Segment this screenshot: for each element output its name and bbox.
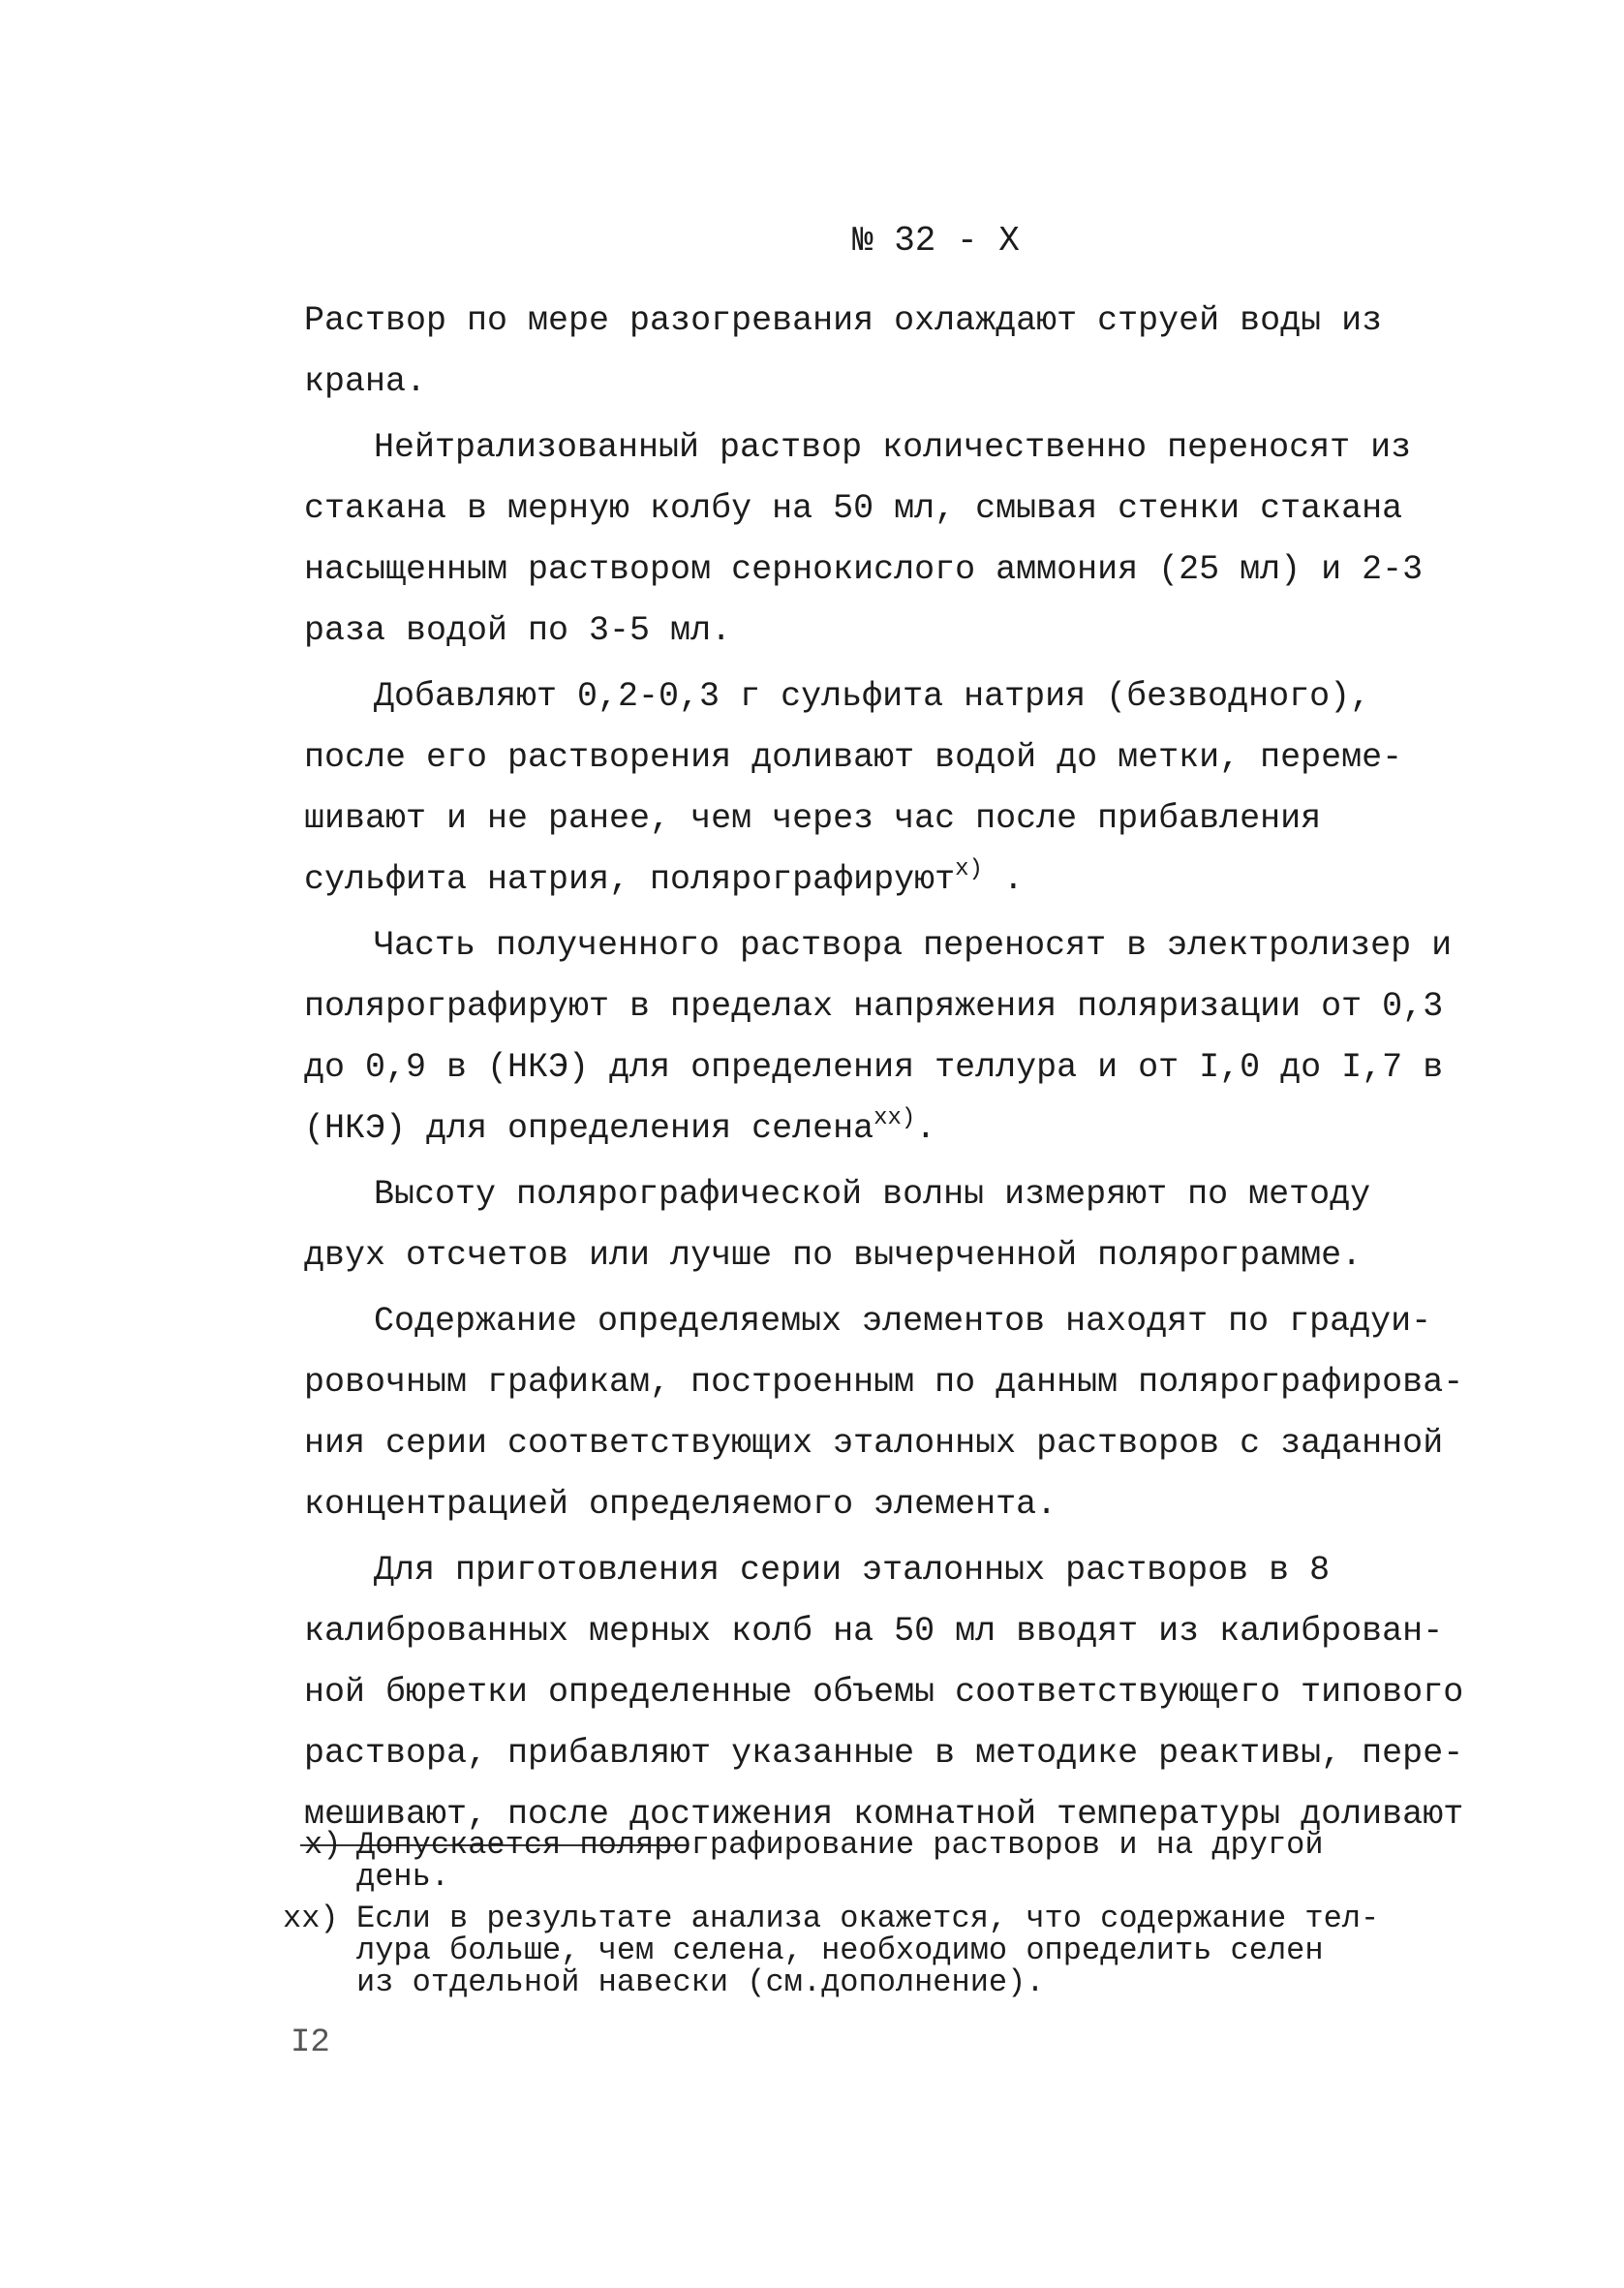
footnote-line: Допускается полярографирование растворов и на другой bbox=[356, 1827, 1324, 1863]
paragraph bbox=[304, 417, 1424, 662]
paragraph bbox=[304, 666, 1403, 911]
footnotes bbox=[283, 1827, 1380, 2008]
text-line: раза водой по 3-5 мл. bbox=[304, 611, 732, 650]
paragraph bbox=[304, 1291, 1464, 1535]
text-line: полярографируют в пределах напряжения поляризации от 0,3 bbox=[304, 987, 1444, 1026]
text-line bbox=[304, 1098, 1360, 1159]
text-line: шивают и не ранее, чем через час после прибавления bbox=[304, 799, 1322, 838]
paragraph bbox=[304, 915, 1453, 1159]
text-fragment: (НКЭ) для определения селена bbox=[304, 1109, 874, 1148]
footnote-line: из отдельной навески (см.дополнение). bbox=[356, 1964, 1045, 2000]
footnote-mark: xx) bbox=[283, 1901, 339, 1936]
text-line: концентрацией определяемого элемента. bbox=[304, 1485, 1057, 1524]
footnote-ref-2: xx) bbox=[873, 1105, 916, 1131]
text-line: мешивают, после достижения комнатной температуры доливают bbox=[304, 1795, 1464, 1834]
text-line: Нейтрализованный раствор количественно переносят из bbox=[374, 428, 1412, 467]
text-line: Раствор по мере разогревания охлаждают струей воды из bbox=[304, 301, 1383, 340]
footnote bbox=[283, 1901, 1380, 2000]
footnote-line: день. bbox=[356, 1859, 450, 1895]
text-line: крана. bbox=[304, 362, 427, 401]
text-fragment: . bbox=[915, 1109, 936, 1148]
text-line: ровочным графикам, построенным по данным полярографирова- bbox=[304, 1363, 1464, 1402]
text-line: двух отсчетов или лучше по вычерченной полярограмме. bbox=[304, 1236, 1363, 1275]
text-line: стакана в мерную колбу на 50 мл, смывая стенки стакана bbox=[304, 489, 1403, 528]
paragraph bbox=[304, 1540, 1464, 1845]
paragraph bbox=[304, 291, 1383, 413]
text-fragment: сульфита натрия, полярографируют bbox=[304, 860, 956, 899]
page-number: № 32 - X bbox=[852, 221, 1020, 261]
text-line: после его растворения доливают водой до метки, переме- bbox=[304, 738, 1403, 777]
text-line: Добавляют 0,2-0,3 г сульфита натрия (безводного), bbox=[374, 677, 1371, 716]
footnote-mark: x) bbox=[304, 1827, 342, 1863]
text-line: ния серии соответствующих эталонных растворов с заданной bbox=[304, 1424, 1444, 1463]
footnote-line: лура больше, чем селена, необходимо определить селен bbox=[356, 1932, 1324, 1968]
text-line: ной бюретки определенные объемы соответствующего типового bbox=[304, 1673, 1464, 1712]
text-line bbox=[304, 850, 1360, 911]
paragraph bbox=[304, 1164, 1371, 1286]
text-line: насыщенным раствором сернокислого аммония (25 мл) и 2-3 bbox=[304, 550, 1424, 589]
text-line: до 0,9 в (НКЭ) для определения теллура и от I,0 до I,7 в bbox=[304, 1048, 1444, 1087]
text-line: Высоту полярографической волны измеряют по методу bbox=[374, 1175, 1371, 1214]
footnote-line: Если в результате анализа окажется, что содержание тел- bbox=[356, 1901, 1380, 1936]
text-line: раствора, прибавляют указанные в методике реактивы, пере- bbox=[304, 1734, 1464, 1773]
text-line: Для приготовления серии эталонных растворов в 8 bbox=[374, 1551, 1331, 1590]
footnote-ref-1: x) bbox=[955, 856, 983, 882]
text-line: Часть полученного раствора переносят в электролизер и bbox=[374, 926, 1453, 965]
footnote bbox=[283, 1829, 1377, 1893]
text-line: Содержание определяемых элементов находят по градуи- bbox=[374, 1302, 1432, 1341]
text-fragment: . bbox=[982, 860, 1024, 899]
text-line: калиброванных мерных колб на 50 мл вводят из калиброван- bbox=[304, 1612, 1444, 1651]
body-text bbox=[304, 291, 1464, 1850]
folio-number: I2 bbox=[291, 2025, 330, 2061]
